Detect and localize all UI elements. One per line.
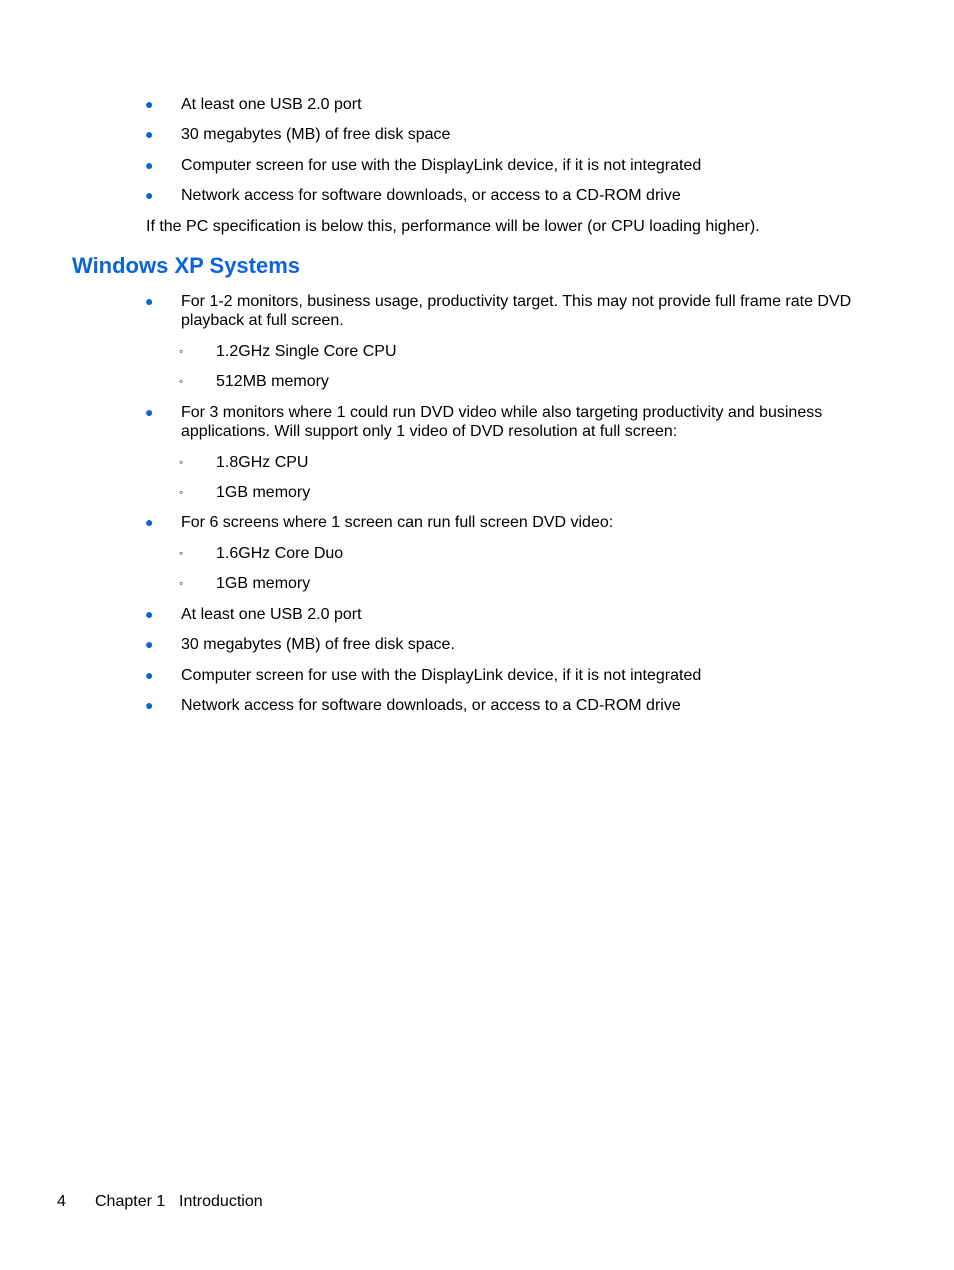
intro-note: If the PC specification is below this, performance will be lower (or CPU loading higher). xyxy=(146,218,760,235)
footer-chapter: Chapter 1 xyxy=(95,1193,166,1210)
list-item-text: For 3 monitors where 1 could run DVD video while also targeting productivity and business applications. Will support only 1 video of DVD resolution at full screen: xyxy=(181,404,823,440)
list-item-text: For 1-2 monitors, business usage, productivity target. This may not provide full frame rate DVD playback at full screen. xyxy=(181,293,852,329)
bullet-marker: ● xyxy=(145,293,154,309)
sub-bullet-marker: ◦ xyxy=(179,455,184,469)
sub-bullet-marker: ◦ xyxy=(179,485,184,499)
footer-title: Introduction xyxy=(179,1193,263,1210)
sub-list-item-text: 1.2GHz Single Core CPU xyxy=(216,343,397,360)
list-item-text: At least one USB 2.0 port xyxy=(181,606,362,623)
list-item-text: 30 megabytes (MB) of free disk space xyxy=(181,126,451,143)
bullet-marker: ● xyxy=(145,187,154,203)
bullet-marker: ● xyxy=(145,404,154,420)
sub-list-item-text: 1GB memory xyxy=(216,484,311,501)
bullet-marker: ● xyxy=(145,96,154,112)
page-number: 4 xyxy=(57,1193,66,1210)
list-item-text: Network access for software downloads, or access to a CD-ROM drive xyxy=(181,697,681,714)
bullet-marker: ● xyxy=(145,636,154,652)
sub-list-item-text: 1.6GHz Core Duo xyxy=(216,545,344,562)
sub-bullet-marker: ◦ xyxy=(179,344,184,358)
list-item-text: At least one USB 2.0 port xyxy=(181,96,362,113)
list-item-text: Network access for software downloads, or access to a CD-ROM drive xyxy=(181,187,681,204)
bullet-marker: ● xyxy=(145,606,154,622)
bullet-marker: ● xyxy=(145,514,154,530)
sub-list-item-text: 1.8GHz CPU xyxy=(216,454,309,471)
sub-bullet-marker: ◦ xyxy=(179,374,184,388)
list-item-text: 30 megabytes (MB) of free disk space. xyxy=(181,636,455,653)
sub-bullet-marker: ◦ xyxy=(179,576,184,590)
bullet-marker: ● xyxy=(145,157,154,173)
sub-list-item-text: 512MB memory xyxy=(216,373,329,390)
bullet-marker: ● xyxy=(145,126,154,142)
sub-bullet-marker: ◦ xyxy=(179,546,184,560)
list-item-text: Computer screen for use with the DisplayLink device, if it is not integrated xyxy=(181,667,702,684)
list-item-text: Computer screen for use with the DisplayLink device, if it is not integrated xyxy=(181,157,702,174)
section-heading: Windows XP Systems xyxy=(72,253,301,278)
bullet-marker: ● xyxy=(145,697,154,713)
bullet-marker: ● xyxy=(145,667,154,683)
sub-list-item-text: 1GB memory xyxy=(216,575,311,592)
list-item-text: For 6 screens where 1 screen can run full screen DVD video: xyxy=(181,514,614,531)
